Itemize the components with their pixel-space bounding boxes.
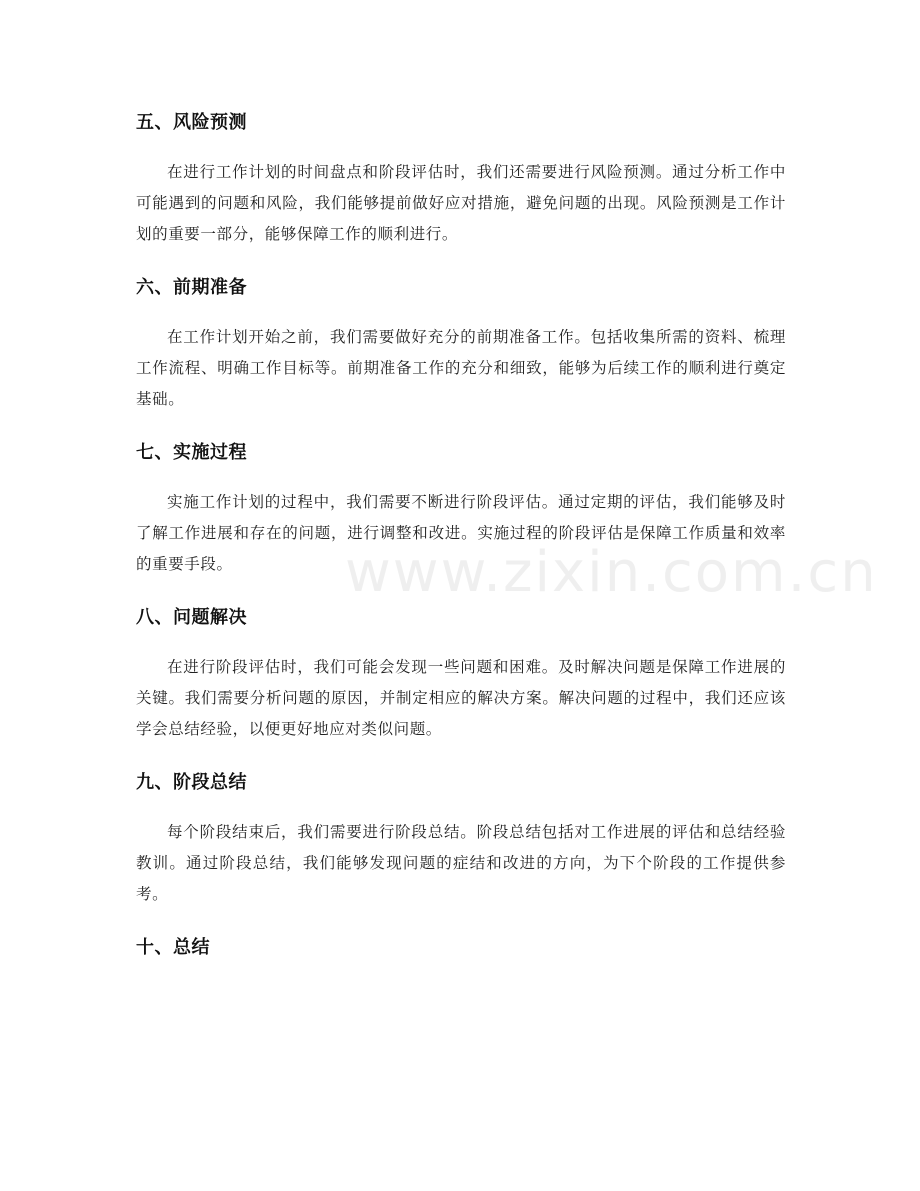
section-body-5: 在进行工作计划的时间盘点和阶段评估时，我们还需要进行风险预测。通过分析工作中可能遇到的问题和风险，我们能够提前做好应对措施，避免问题的出现。风险预测是工作计划的重要一部分，能够保障工作的顺利进行。 — [136, 163, 786, 243]
watermark: www.zixin.com.cn — [345, 540, 878, 605]
section-title-5: 五、风险预测 — [136, 112, 247, 133]
section-title-9: 九、阶段总结 — [136, 772, 247, 793]
section-body-9: 每个阶段结束后，我们需要进行阶段总结。阶段总结包括对工作进展的评估和总结经验教训。通过阶段总结，我们能够发现问题的症结和改进的方向，为下个阶段的工作提供参考。 — [136, 823, 786, 903]
section-title-8: 八、问题解决 — [136, 607, 247, 628]
section-title-6: 六、前期准备 — [136, 277, 247, 298]
section-body-7: 实施工作计划的过程中，我们需要不断进行阶段评估。通过定期的评估，我们能够及时了解工作进展和存在的问题，进行调整和改进。实施过程的阶段评估是保障工作质量和效率的重要手段。 — [136, 493, 786, 573]
section-body-6: 在工作计划开始之前，我们需要做好充分的前期准备工作。包括收集所需的资料、梳理工作流程、明确工作目标等。前期准备工作的充分和细致，能够为后续工作的顺利进行奠定基础。 — [136, 328, 786, 408]
section-body-8: 在进行阶段评估时，我们可能会发现一些问题和困难。及时解决问题是保障工作进展的关键。我们需要分析问题的原因，并制定相应的解决方案。解决问题的过程中，我们还应该学会总结经验，以便更好地应对类似问题。 — [136, 658, 786, 738]
document-content — [136, 108, 786, 982]
section-title-7: 七、实施过程 — [136, 442, 247, 463]
section-title-10: 十、总结 — [136, 937, 210, 958]
